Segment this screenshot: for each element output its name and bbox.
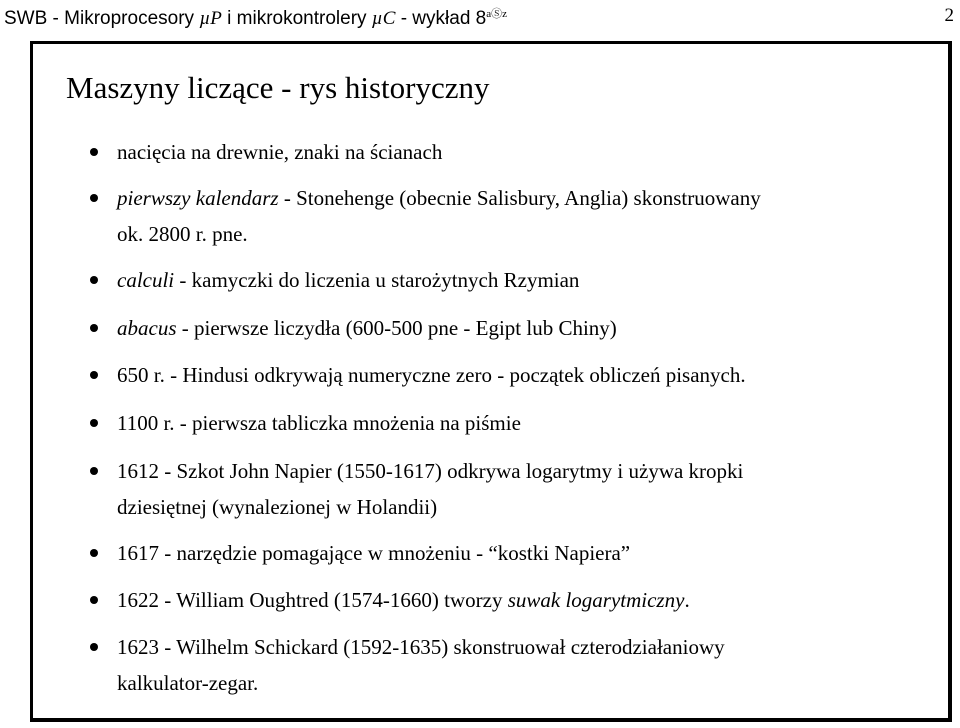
- header-superscript: aⓈz: [486, 8, 507, 20]
- bullet-icon: [90, 194, 98, 202]
- list-item: calculi - kamyczki do liczenia u starożytnych Rzymian: [117, 262, 897, 298]
- bullet-icon: [90, 324, 98, 332]
- list-item: 1623 - Wilhelm Schickard (1592-1635) skonstruował czterodziałaniowy kalkulator-zegar.: [117, 629, 897, 701]
- list-item: pierwszy kalendarz - Stonehenge (obecnie Salisbury, Anglia) skonstruowany ok. 2800 r. pne.: [117, 180, 897, 252]
- list-item: nacięcia na drewnie, znaki na ścianach: [117, 134, 897, 170]
- bullet-icon: [90, 371, 98, 379]
- list-item: 1612 - Szkot John Napier (1550-1617) odkrywa logarytmy i używa kropki dziesiętnej (wynalezionej w Holandii): [117, 453, 897, 525]
- bullet-icon: [90, 467, 98, 475]
- bullet-icon: [90, 276, 98, 284]
- header-title-suffix: - wykład 8: [395, 8, 487, 29]
- list-item: 1617 - narzędzie pomagające w mnożeniu - “kostki Napiera”: [117, 535, 897, 571]
- list-item: abacus - pierwsze liczydła (600-500 pne - Egipt lub Chiny): [117, 310, 897, 346]
- header-title-prefix: SWB - Mikroprocesory: [4, 8, 200, 29]
- bullet-icon: [90, 549, 98, 557]
- list-item: 650 r. - Hindusi odkrywają numeryczne zero - początek obliczeń pisanych.: [117, 357, 897, 393]
- header-mu-c: µC: [371, 8, 396, 29]
- list-item: 1100 r. - pierwsza tabliczka mnożenia na piśmie: [117, 405, 897, 441]
- header-title-middle: i mikrokontrolery: [221, 8, 372, 29]
- bullet-icon: [90, 148, 98, 156]
- slide-title: Maszyny liczące - rys historyczny: [66, 70, 490, 105]
- header-mu-p: µP: [199, 8, 222, 29]
- bullet-icon: [90, 596, 98, 604]
- list-item: 1622 - William Oughtred (1574-1660) tworzy suwak logarytmiczny.: [117, 582, 897, 618]
- bullet-icon: [90, 419, 98, 427]
- bullet-icon: [90, 643, 98, 651]
- page-number: 2: [944, 5, 954, 26]
